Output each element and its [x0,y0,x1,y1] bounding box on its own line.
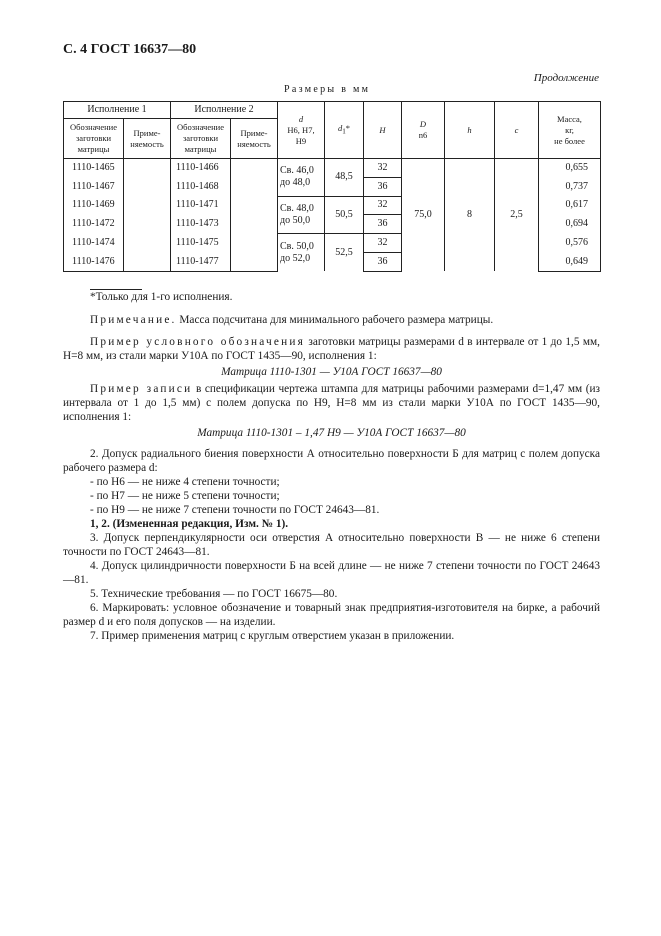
paragraph-2-h6: - по H6 — не ниже 4 степени точности; [90,476,280,488]
cell-d1: 48,5 [325,159,364,197]
paragraph-7: 7. Пример применения матриц с круглым отверстием указан в приложении. [90,630,455,642]
cell-use1 [124,177,171,196]
cell-H: 32 [364,159,402,178]
cell-use2 [231,252,278,271]
cell-code1: 1110-1474 [64,234,124,253]
example-designation [63,335,600,363]
cell-mass: 0,649 [539,252,601,271]
cell-code2: 1110-1468 [171,177,231,196]
header-d: d H6, H7, H9 [278,102,325,159]
paragraph-4: 4. Допуск цилиндричности поверхности Б на всей длине — не ниже 7 степени точности по ГОСТ 24643—81. [63,560,600,586]
cell-d-range: Св. 50,0 до 52,0 [278,234,325,272]
cell-mass: 0,617 [539,196,601,215]
cell-code2: 1110-1473 [171,215,231,234]
cell-code2: 1110-1466 [171,159,231,178]
paragraph-2-h7: - по H7 — не ниже 5 степени точности; [90,490,280,502]
cell-use1 [124,215,171,234]
example2-formula: Матрица 1110-1301 – 1,47 H9 — У10А ГОСТ 16637—80 [197,427,466,439]
cell-mass: 0,737 [539,177,601,196]
cell-mass: 0,655 [539,159,601,178]
cell-code1: 1110-1472 [64,215,124,234]
cell-use2 [231,159,278,178]
example2-label: Пример записи [90,383,193,395]
cell-use2 [231,215,278,234]
requirements-list [63,447,600,643]
note-label: Примечание. [90,314,177,326]
header-mass: Масса, кг, не более [539,102,601,159]
header-execution-2: Исполнение 2 [171,102,278,119]
cell-code2: 1110-1477 [171,252,231,271]
cell-mass: 0,576 [539,234,601,253]
units-caption: Размеры в мм [284,84,371,95]
cell-D: 75,0 [402,159,445,272]
cell-use1 [124,252,171,271]
cell-code1: 1110-1465 [64,159,124,178]
header-code-1: Обозначение заготовки матрицы [64,119,124,159]
example1-label: Пример условного обозначения [90,336,306,348]
page-title: С. 4 ГОСТ 16637—80 [63,42,197,57]
example1-text: заготовки матрицы размерами d в интервале от 1 до 1,5 мм, H=8 мм, из стали марки У10А по ГОСТ 1435—90, исполнения 1: [63,336,600,362]
example1-formula: Матрица 1110-1301 — У10А ГОСТ 16637—80 [221,366,442,378]
cell-use2 [231,196,278,215]
cell-use2 [231,177,278,196]
cell-code1: 1110-1467 [64,177,124,196]
header-use-1: Приме- няемость [124,119,171,159]
cell-H: 32 [364,234,402,253]
cell-H: 32 [364,196,402,215]
cell-use2 [231,234,278,253]
header-use-2: Приме- няемость [231,119,278,159]
example2-text: в спецификации чертежа штампа для матрицы рабочими размерами d=1,47 мм (из интервала от 1 до 1,5 мм) с полем допуска по H9, H=8 мм из стали марки У10А по ГОСТ 1435—90, исполнения 1: [63,383,600,423]
cell-use1 [124,196,171,215]
cell-d-range: Св. 48,0 до 50,0 [278,196,325,234]
revision-note: 1, 2. (Измененная редакция, Изм. № 1). [90,518,289,530]
header-h: h [445,102,495,159]
footnote: *Только для 1-го исполнения. [90,291,233,303]
cell-c: 2,5 [495,159,539,272]
cell-code2: 1110-1471 [171,196,231,215]
header-code-2: Обозначение заготовки матрицы [171,119,231,159]
header-c: c [495,102,539,159]
paragraph-2: 2. Допуск радиального биения поверхности А относительно поверхности Б для матриц с полем допуска рабочего размера d: [63,448,600,474]
cell-d1: 50,5 [325,196,364,234]
header-d1: $d_1*$ [325,102,364,159]
example-record [63,382,600,424]
cell-H: 36 [364,215,402,234]
paragraph-2-h9: - по H9 — не ниже 7 степени точности по ГОСТ 24643—81. [90,504,380,516]
cell-use1 [124,234,171,253]
cell-mass: 0,694 [539,215,601,234]
cell-use1 [124,159,171,178]
header-D: D n6 [402,102,445,159]
cell-code2: 1110-1475 [171,234,231,253]
paragraph-6: 6. Маркировать: условное обозначение и товарный знак предприятия-изготовителя на бирке, а рабочий размер d и его поля допусков — на изделии. [63,602,600,628]
cell-h: 8 [445,159,495,272]
header-H: H [364,102,402,159]
cell-d-range: Св. 46,0 до 48,0 [278,159,325,197]
cell-H: 36 [364,177,402,196]
cell-code1: 1110-1469 [64,196,124,215]
header-execution-1: Исполнение 1 [64,102,171,119]
cell-d1: 52,5 [325,234,364,272]
continuation-label: Продолжение [533,72,599,84]
paragraph-3: 3. Допуск перпендикулярности оси отверстия А относительно поверхности В — не ниже 6 степени точности по ГОСТ 24643—81. [63,532,600,558]
paragraph-5: 5. Технические требования — по ГОСТ 16675—80. [90,588,338,600]
note [90,313,627,327]
cell-H: 36 [364,252,402,271]
dimensions-table [63,101,601,272]
note-text: Масса подсчитана для минимального рабочего размера матрицы. [176,314,494,326]
cell-code1: 1110-1476 [64,252,124,271]
